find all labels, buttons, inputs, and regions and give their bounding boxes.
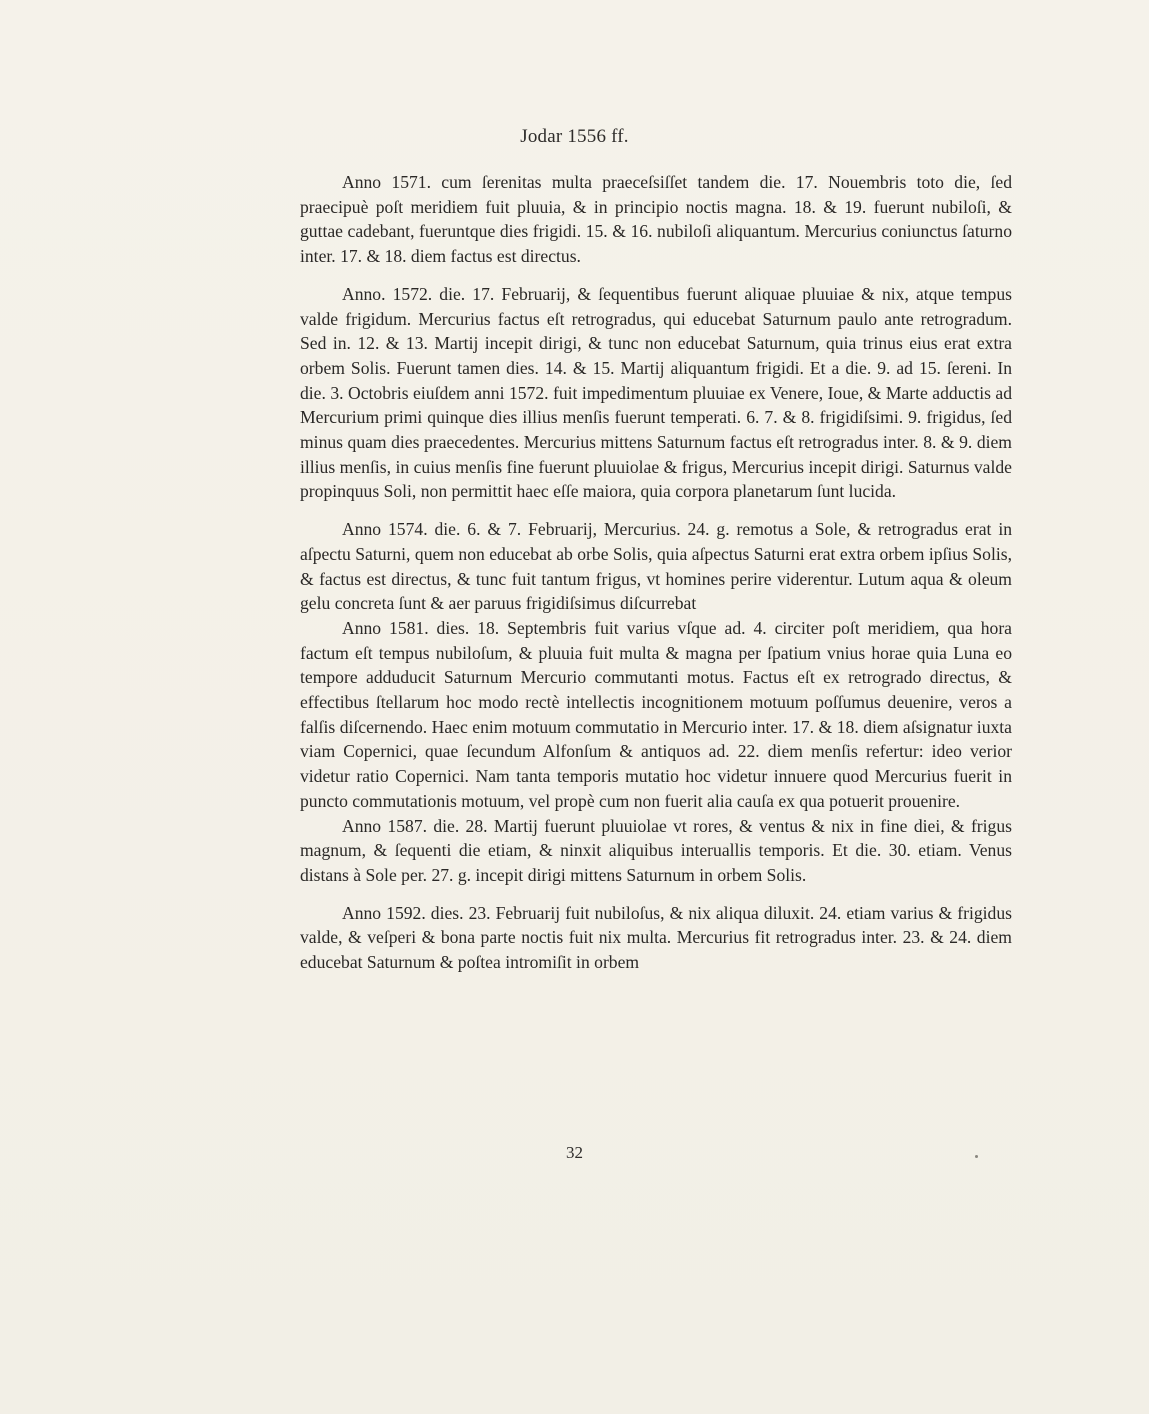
page-header: Jodar 1556 ff. xyxy=(520,126,629,147)
paragraph-1592: Anno 1592. dies. 23. Februarij fuit nubiloſus, & nix aliqua diluxit. 24. etiam varius & frigidus valde, & veſperi & bona parte noctis fuit nix multa. Mercurius fit retrogradus inter. 23. & 24. diem educebat Saturnum & poſtea intromiſit in orbem xyxy=(300,902,1012,973)
page-number: 32 xyxy=(566,1143,583,1162)
paragraph-1572: Anno. 1572. die. 17. Februarij, & ſequentibus fuerunt aliquae pluuiae & nix, atque tempus valde frigidum. Mercurius factus eſt retrogradus, qui educebat Saturnum paulo ante retrogradum. Sed in. 12. & 13. Martij incepit dirigi, & tunc non educebat Saturnum, quia trinus eius erat extra orbem Solis. Fuerunt tamen dies. 14. & 15. Martij aliquantum frigidi. Et a die. 9. ad 15. ſereni. In die. 3. Octobris eiuſdem anni 1572. fuit impedimentum pluuiae ex Venere, Ioue, & Marte adductis ad Mercurium primi quinque dies illius menſis fuerunt temperati. 6. 7. & 8. frigidiſsimi. 9. frigidus, ſed minus quam dies praecedentes. Mercurius mittens Saturnum factus eſt retrogradus inter. 8. & 9. diem illius menſis, in cuius menſis fine fuerunt pluuiolae & frigus, Mercurius incepit dirigi. Saturnus valde propinquus Soli, non permittit haec eſſe maiora, quia corpora planetarum ſunt lucida. xyxy=(300,283,1012,502)
paragraph-1587: Anno 1587. die. 28. Martij fuerunt pluuiolae vt rores, & ventus & nix in fine diei, & frigus magnum, & ſequenti die etiam, & ninxit aliquibus interuallis temporis. Et die. 30. etiam. Venus distans à Sole per. 27. g. incepit dirigi mittens Saturnum in orbem Solis. xyxy=(300,815,1012,885)
paragraph-1574: Anno 1574. die. 6. & 7. Februarij, Mercurius. 24. g. remotus a Sole, & retrogradus erat in aſpectu Saturni, quem non educebat ab orbe Solis, quia aſpectus Saturni erat extra orbem ipſius Solis, & factus est directus, & tunc fuit tantum frigus, vt homines perire viderentur. Lutum aqua & oleum gelu concreta ſunt & aer paruus frigidiſsimus diſcurrebat xyxy=(300,519,1012,614)
body-text xyxy=(300,170,1012,988)
paper-speck xyxy=(975,1155,978,1158)
paragraph-1571: Anno 1571. cum ſerenitas multa praeceſsiſſet tandem die. 17. Nouembris toto die, ſed praecipuè poſt meridiem fuit pluuia, & in principio noctis magna. 18. & 19. fuerunt nubiloſi, & guttae cadebant, fueruntque dies frigidi. 15. & 16. nubiloſi aliquantum. Mercurius coniunctus ſaturno inter. 17. & 18. diem factus est directus. xyxy=(300,172,1012,267)
paragraph-1581: Anno 1581. dies. 18. Septembris fuit varius vſque ad. 4. circiter poſt meridiem, qua hora factum eſt tempus nubiloſum, & pluuia fuit multa & magna per ſpatium vnius horae quia Luna eo tempore adduducit Saturnum Mercurio commutanti motus. Factus eſt ex retrogrado directus, & effectibus ſtellarum hoc modo rectè intellectis incognitionem motuum poſſumus deuenire, veros a falſis diſcernendo. Haec enim motuum commutatio in Mercurio inter. 17. & 18. diem aſsignatur iuxta viam Copernici, quae ſecundum Alfonſum & antiquos ad. 22. diem menſis refertur: ideo verior videtur ratio Copernici. Nam tanta temporis mutatio hoc videtur innuere quod Mercurius fuerit in puncto commutationis motuum, vel propè cum non fuerit alia cauſa ex qua potuerit prouenire. xyxy=(300,617,1012,811)
